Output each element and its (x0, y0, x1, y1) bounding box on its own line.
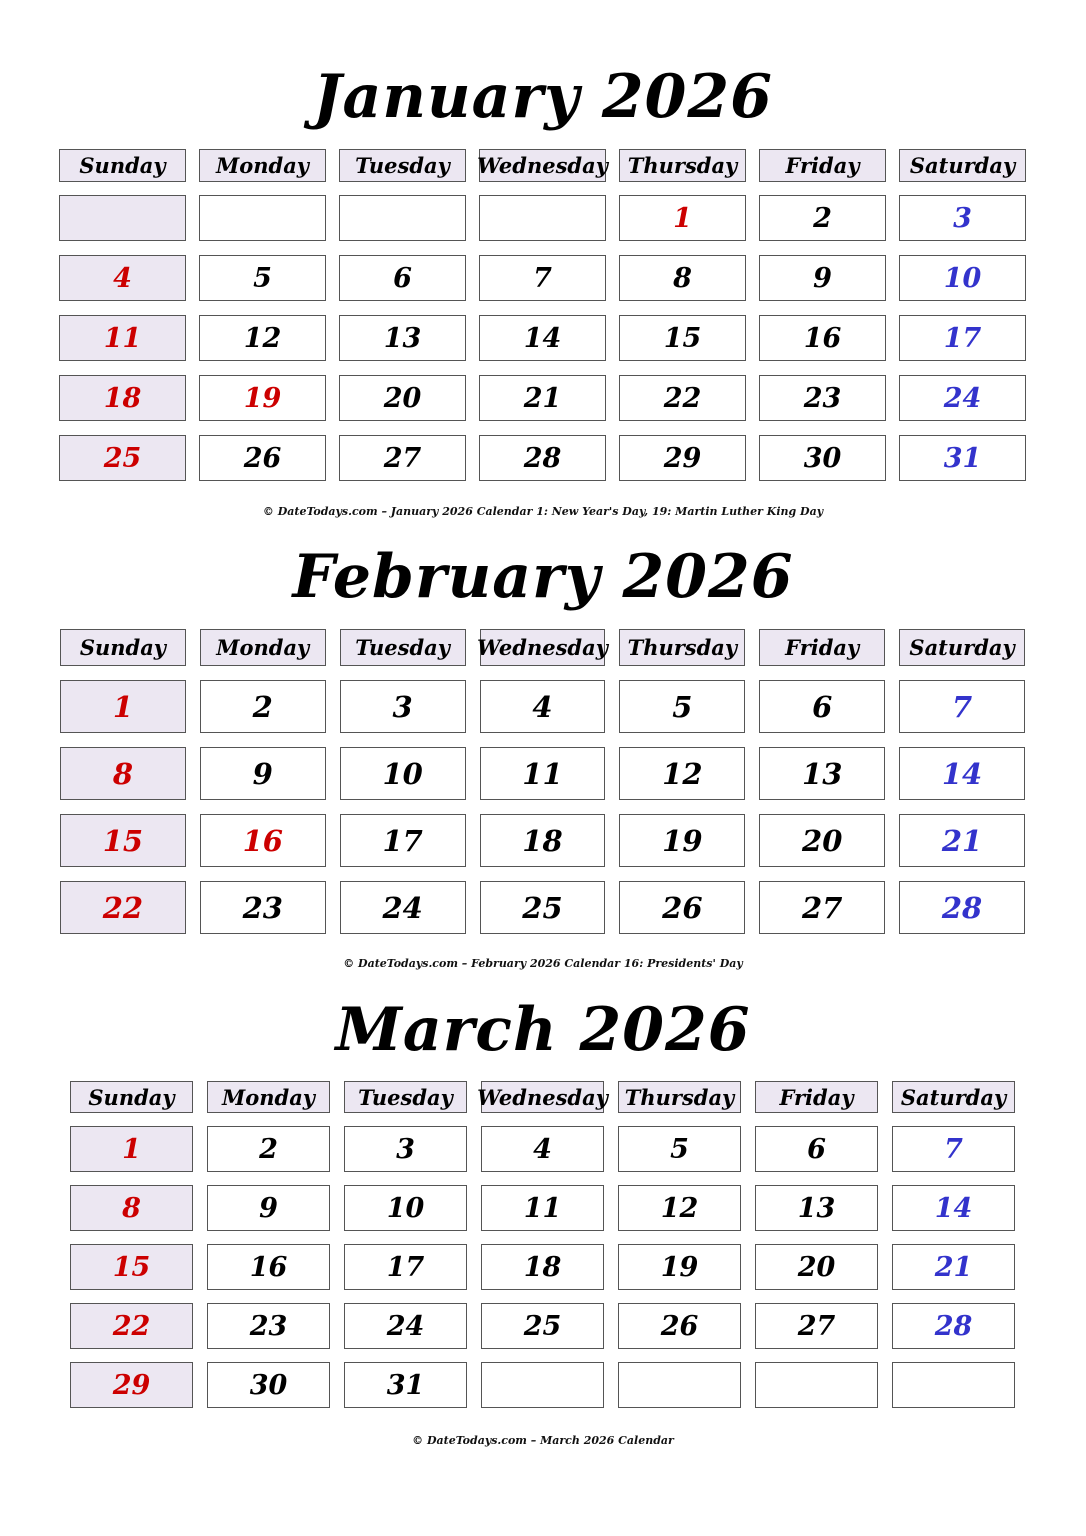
day-cell: 11 (481, 1185, 604, 1231)
day-cell: 27 (339, 435, 466, 481)
empty-day-cell (339, 195, 466, 241)
day-cell: 16 (200, 814, 326, 867)
weekday-header-wednesday: Wednesday (480, 629, 606, 666)
day-cell: 19 (618, 1244, 741, 1290)
day-cell: 21 (892, 1244, 1015, 1290)
copyright-footer: © DateTodays.com – February 2026 Calendar 16: Presidents' Day (343, 957, 743, 970)
day-cell: 26 (199, 435, 326, 481)
day-cell: 20 (339, 375, 466, 421)
weekday-header-tuesday: Tuesday (344, 1081, 467, 1113)
day-cell: 16 (759, 315, 886, 361)
day-cell: 4 (480, 680, 606, 733)
day-cell: 17 (344, 1244, 467, 1290)
day-cell: 2 (207, 1126, 330, 1172)
day-cell: 12 (619, 747, 745, 800)
weekday-header-thursday: Thursday (619, 629, 745, 666)
day-cell: 22 (619, 375, 746, 421)
day-cell: 30 (207, 1362, 330, 1408)
day-cell: 24 (340, 881, 466, 934)
day-cell: 30 (759, 435, 886, 481)
empty-day-cell (59, 195, 186, 241)
day-cell: 31 (344, 1362, 467, 1408)
day-cell: 15 (70, 1244, 193, 1290)
day-cell: 20 (755, 1244, 878, 1290)
day-cell: 5 (619, 680, 745, 733)
day-cell: 23 (200, 881, 326, 934)
weekday-header-sunday: Sunday (59, 149, 186, 182)
day-cell: 7 (899, 680, 1025, 733)
empty-day-cell (618, 1362, 741, 1408)
day-cell: 27 (755, 1303, 878, 1349)
day-cell: 18 (480, 814, 606, 867)
weekday-header-friday: Friday (755, 1081, 878, 1113)
weekday-header-monday: Monday (207, 1081, 330, 1113)
day-cell: 18 (481, 1244, 604, 1290)
day-cell: 1 (60, 680, 186, 733)
day-cell: 7 (479, 255, 606, 301)
weekday-header-saturday: Saturday (899, 149, 1026, 182)
day-cell: 9 (759, 255, 886, 301)
day-cell: 8 (60, 747, 186, 800)
day-cell: 29 (70, 1362, 193, 1408)
empty-day-cell (755, 1362, 878, 1408)
copyright-footer: © DateTodays.com – January 2026 Calendar 1: New Year's Day, 19: Martin Luther King Day (262, 505, 824, 518)
weekday-header-saturday: Saturday (899, 629, 1025, 666)
day-cell: 2 (759, 195, 886, 241)
day-cell: 6 (339, 255, 466, 301)
day-cell: 11 (59, 315, 186, 361)
day-cell: 3 (899, 195, 1026, 241)
day-cell: 4 (59, 255, 186, 301)
day-cell: 19 (199, 375, 326, 421)
day-cell: 14 (899, 747, 1025, 800)
day-cell: 25 (481, 1303, 604, 1349)
day-cell: 26 (619, 881, 745, 934)
day-cell: 25 (59, 435, 186, 481)
day-cell: 31 (899, 435, 1026, 481)
day-cell: 14 (892, 1185, 1015, 1231)
day-cell: 2 (200, 680, 326, 733)
day-cell: 1 (619, 195, 746, 241)
day-cell: 13 (755, 1185, 878, 1231)
day-cell: 5 (618, 1126, 741, 1172)
day-cell: 12 (618, 1185, 741, 1231)
day-cell: 24 (344, 1303, 467, 1349)
weekday-header-tuesday: Tuesday (339, 149, 466, 182)
day-cell: 13 (339, 315, 466, 361)
day-cell: 10 (899, 255, 1026, 301)
day-cell: 21 (479, 375, 606, 421)
month-title: March 2026 (335, 995, 751, 1065)
month-title: February 2026 (292, 542, 794, 612)
empty-day-cell (892, 1362, 1015, 1408)
day-cell: 28 (892, 1303, 1015, 1349)
day-cell: 5 (199, 255, 326, 301)
day-cell: 16 (207, 1244, 330, 1290)
weekday-header-thursday: Thursday (618, 1081, 741, 1113)
weekday-header-sunday: Sunday (60, 629, 186, 666)
day-cell: 4 (481, 1126, 604, 1172)
day-cell: 29 (619, 435, 746, 481)
day-cell: 11 (480, 747, 606, 800)
day-cell: 1 (70, 1126, 193, 1172)
day-cell: 14 (479, 315, 606, 361)
day-cell: 22 (70, 1303, 193, 1349)
weekday-header-saturday: Saturday (892, 1081, 1015, 1113)
day-cell: 20 (759, 814, 885, 867)
day-cell: 19 (619, 814, 745, 867)
day-cell: 9 (207, 1185, 330, 1231)
weekday-header-tuesday: Tuesday (340, 629, 466, 666)
day-cell: 26 (618, 1303, 741, 1349)
day-cell: 6 (759, 680, 885, 733)
day-cell: 7 (892, 1126, 1015, 1172)
day-cell: 3 (340, 680, 466, 733)
weekday-header-monday: Monday (199, 149, 326, 182)
weekday-header-thursday: Thursday (619, 149, 746, 182)
day-cell: 8 (70, 1185, 193, 1231)
day-cell: 28 (899, 881, 1025, 934)
weekday-header-wednesday: Wednesday (481, 1081, 604, 1113)
day-cell: 28 (479, 435, 606, 481)
day-cell: 23 (207, 1303, 330, 1349)
day-cell: 6 (755, 1126, 878, 1172)
day-cell: 17 (899, 315, 1026, 361)
day-cell: 3 (344, 1126, 467, 1172)
day-cell: 22 (60, 881, 186, 934)
weekday-header-wednesday: Wednesday (479, 149, 606, 182)
day-cell: 17 (340, 814, 466, 867)
weekday-header-friday: Friday (759, 149, 886, 182)
empty-day-cell (481, 1362, 604, 1408)
day-cell: 25 (480, 881, 606, 934)
day-cell: 15 (619, 315, 746, 361)
day-cell: 13 (759, 747, 885, 800)
day-cell: 18 (59, 375, 186, 421)
weekday-header-sunday: Sunday (70, 1081, 193, 1113)
weekday-header-friday: Friday (759, 629, 885, 666)
weekday-header-monday: Monday (200, 629, 326, 666)
month-title: January 2026 (313, 62, 773, 132)
day-cell: 27 (759, 881, 885, 934)
copyright-footer: © DateTodays.com – March 2026 Calendar (412, 1434, 674, 1447)
day-cell: 9 (200, 747, 326, 800)
day-cell: 12 (199, 315, 326, 361)
day-cell: 23 (759, 375, 886, 421)
day-cell: 21 (899, 814, 1025, 867)
day-cell: 15 (60, 814, 186, 867)
day-cell: 10 (344, 1185, 467, 1231)
day-cell: 24 (899, 375, 1026, 421)
day-cell: 8 (619, 255, 746, 301)
empty-day-cell (199, 195, 326, 241)
empty-day-cell (479, 195, 606, 241)
day-cell: 10 (340, 747, 466, 800)
